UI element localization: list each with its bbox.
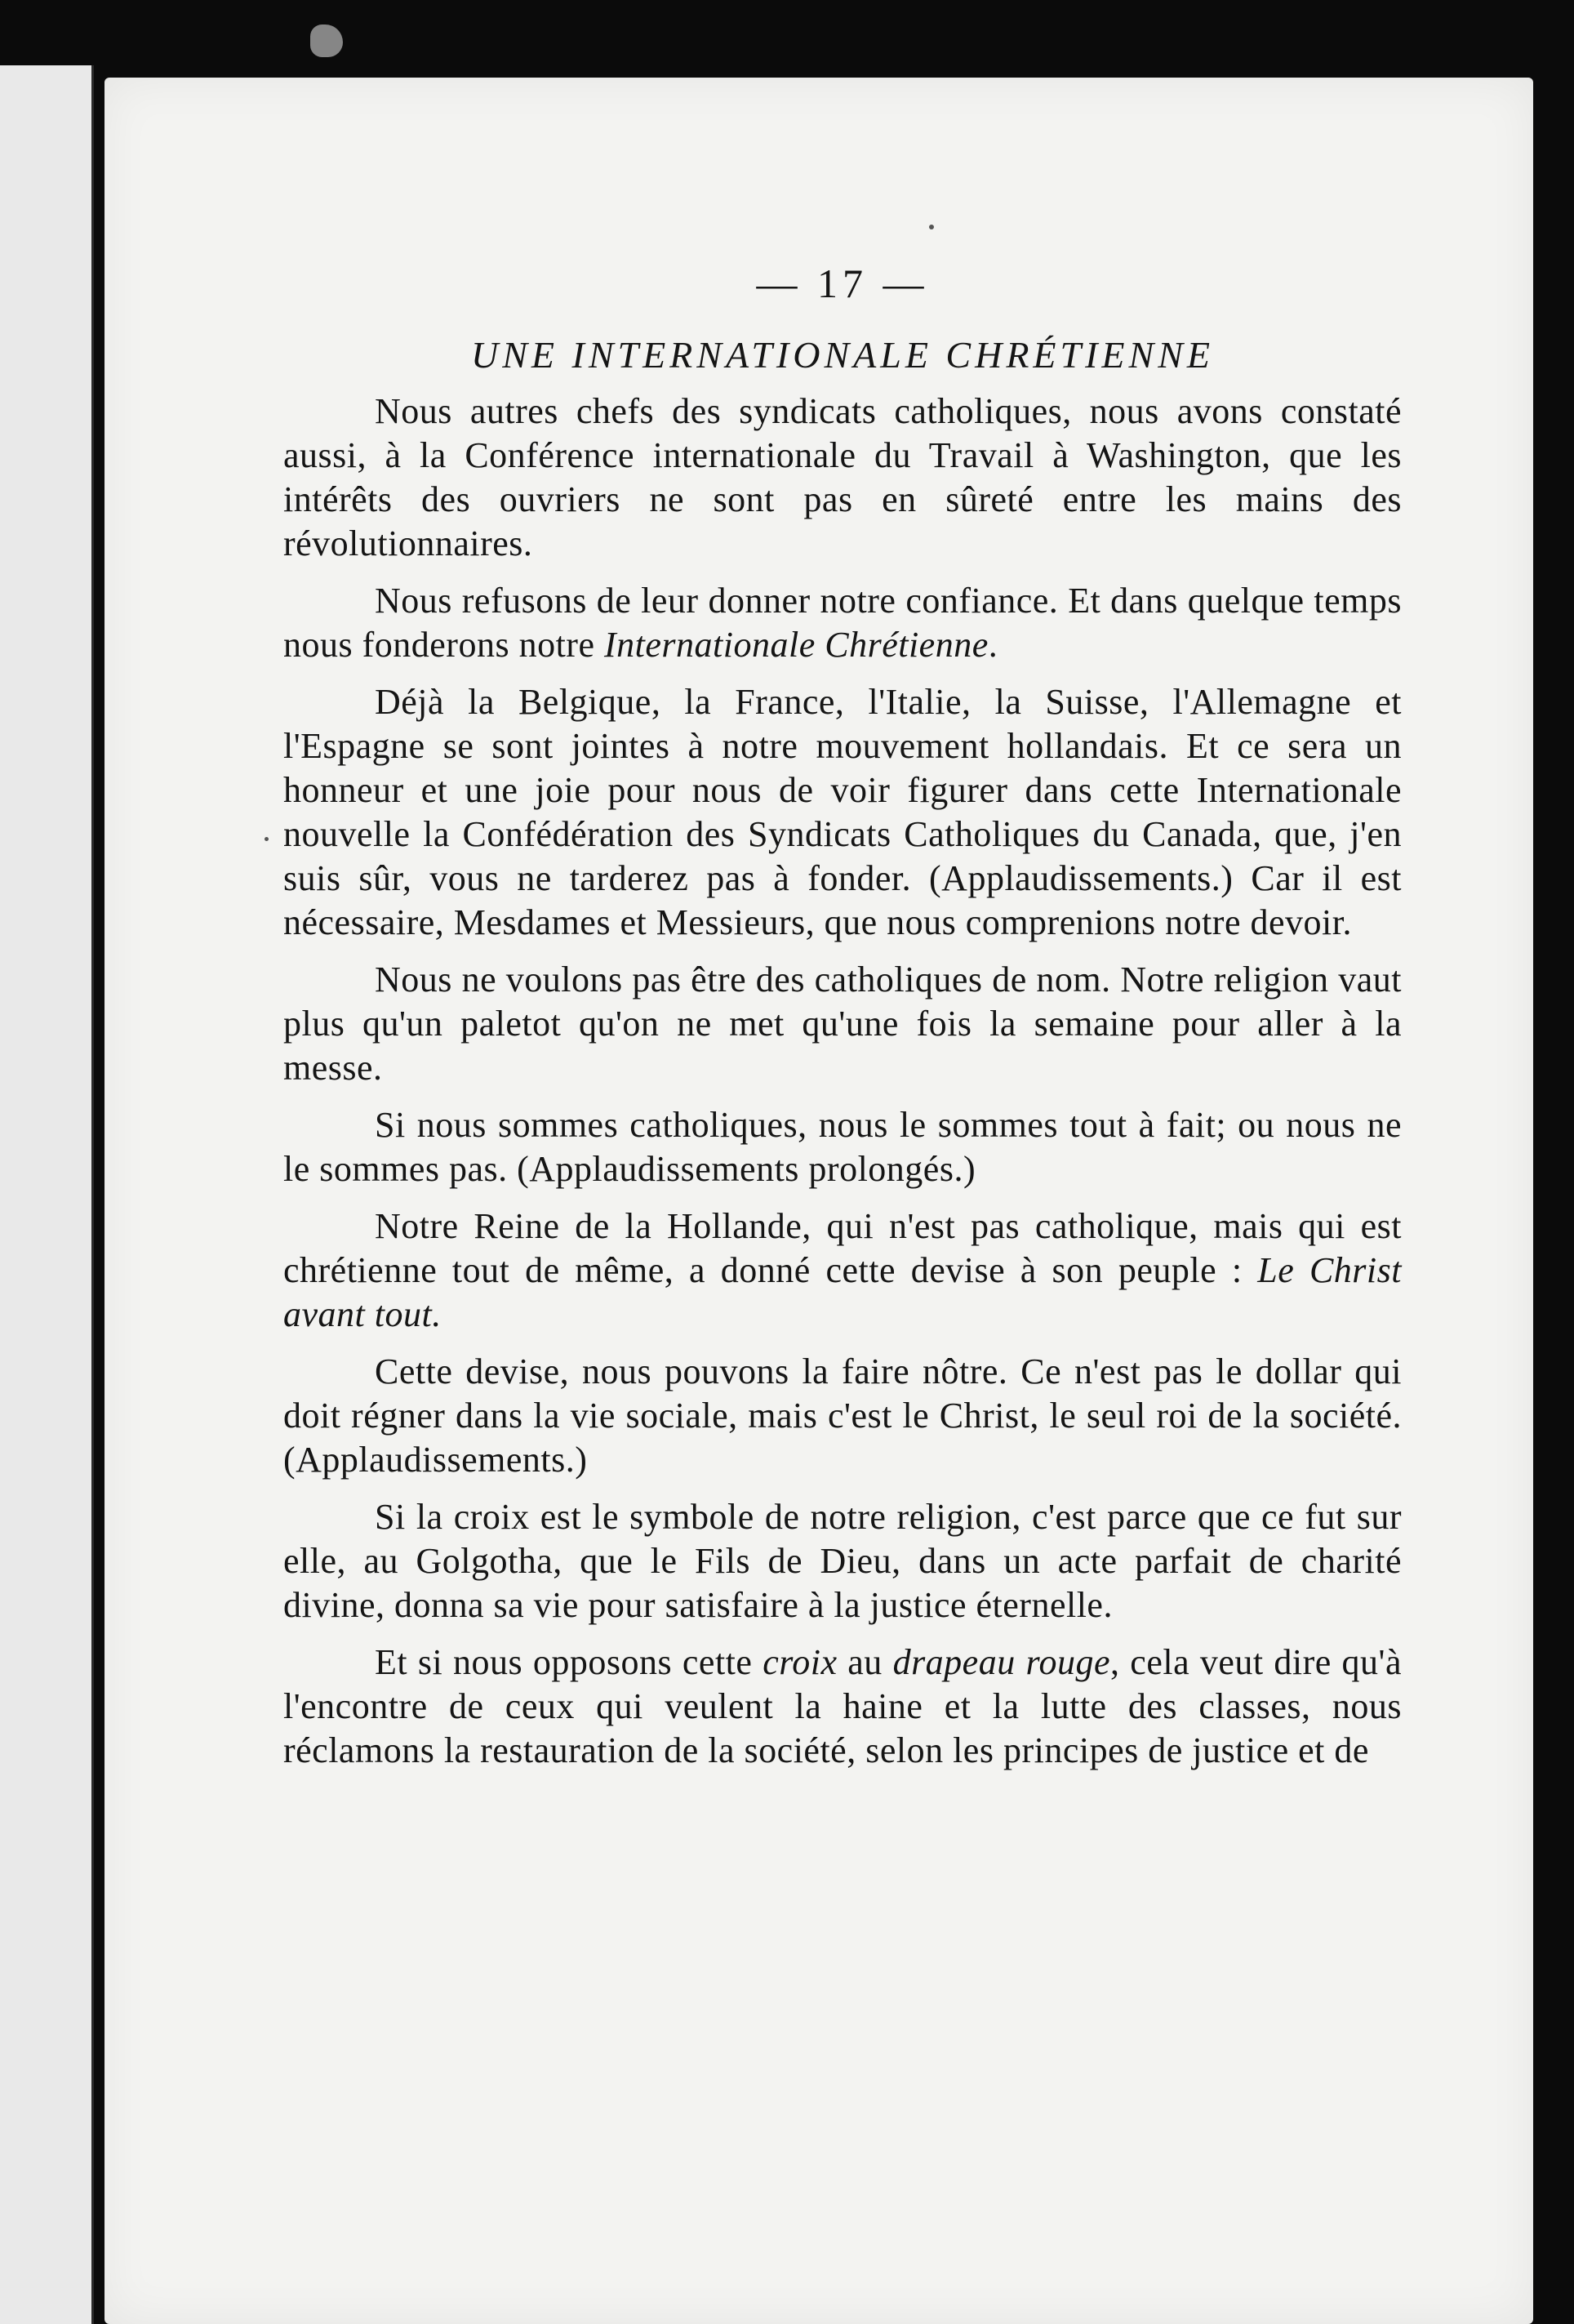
page-content — [283, 259, 1402, 1786]
paragraph-italic: Le Christ avant tout. — [283, 1250, 1402, 1334]
paragraph-text: . — [988, 625, 998, 665]
paragraph: Si nous sommes catholiques, nous le sommes tout à fait; ou nous ne le sommes pas. (Applaudissements prolongés.) — [283, 1105, 1402, 1189]
paragraph-text: Et si nous opposons cette — [375, 1642, 763, 1682]
paragraph-italic: drapeau rouge — [892, 1642, 1111, 1682]
paragraph: Si la croix est le symbole de notre religion, c'est parce que ce fut sur elle, au Golgotha, que le Fils de Dieu, dans un acte parfait de charité divine, donna sa vie pour satisfaire à la justice éternelle. — [283, 1497, 1402, 1625]
paragraph-text: , cela veut dire qu'à l'encontre de ceux qui veulent la haine et la lutte des classes, nous réclamons la restauration de la société, selon les principes de justice et de — [283, 1642, 1403, 1770]
scan-speck — [929, 225, 934, 229]
paragraph — [283, 1204, 1402, 1337]
paragraph-text: au — [837, 1642, 893, 1682]
paragraph-text: Notre Reine de la Hollande, qui n'est pas catholique, mais qui est chrétienne tout de même, a donné cette devise à son peuple : — [283, 1206, 1402, 1290]
paragraph: Nous ne voulons pas être des catholiques de nom. Notre religion vaut plus qu'un paletot qu'on ne met qu'une fois la semaine pour aller à la messe. — [283, 959, 1402, 1088]
scan-smudge — [310, 24, 343, 57]
paragraph — [283, 1641, 1402, 1773]
document-page — [104, 78, 1533, 2324]
section-heading: UNE INTERNATIONALE CHRÉTIENNE — [471, 334, 1214, 376]
page-number: — 17 — — [756, 260, 929, 306]
paragraph — [283, 579, 1402, 667]
paragraph-italic: Internationale Chrétienne — [604, 625, 989, 665]
scan-speck — [265, 837, 269, 841]
paragraph: Déjà la Belgique, la France, l'Italie, la Suisse, l'Allemagne et l'Espagne se sont jointes à notre mouvement hollandais. Et ce sera un honneur et une joie pour nous de voir figurer dans cette Internationale nouvelle la Confédération des Syndicats Catholiques du Canada, que, j'en suis sûr, vous ne tarderez pas à fonder. (Applaudissements.) Car il est nécessaire, Mesdames et Messieurs, que nous comprenions notre devoir. — [283, 682, 1402, 942]
paragraph-italic: croix — [763, 1642, 838, 1682]
adjacent-page-edge — [0, 65, 94, 2324]
paragraph: Nous autres chefs des syndicats catholiques, nous avons constaté aussi, à la Conférence internationale du Travail à Washington, que les intérêts des ouvriers ne sont pas en sûreté entre les mains des révolutionnaires. — [283, 391, 1402, 563]
paragraph-text: Nous refusons de leur donner notre confiance. Et dans quelque temps nous fonderons notre — [283, 581, 1402, 665]
paragraph: Cette devise, nous pouvons la faire nôtre. Ce n'est pas le dollar qui doit régner dans la vie sociale, mais c'est le Christ, le seul roi de la société. (Applaudissements.) — [283, 1351, 1402, 1480]
